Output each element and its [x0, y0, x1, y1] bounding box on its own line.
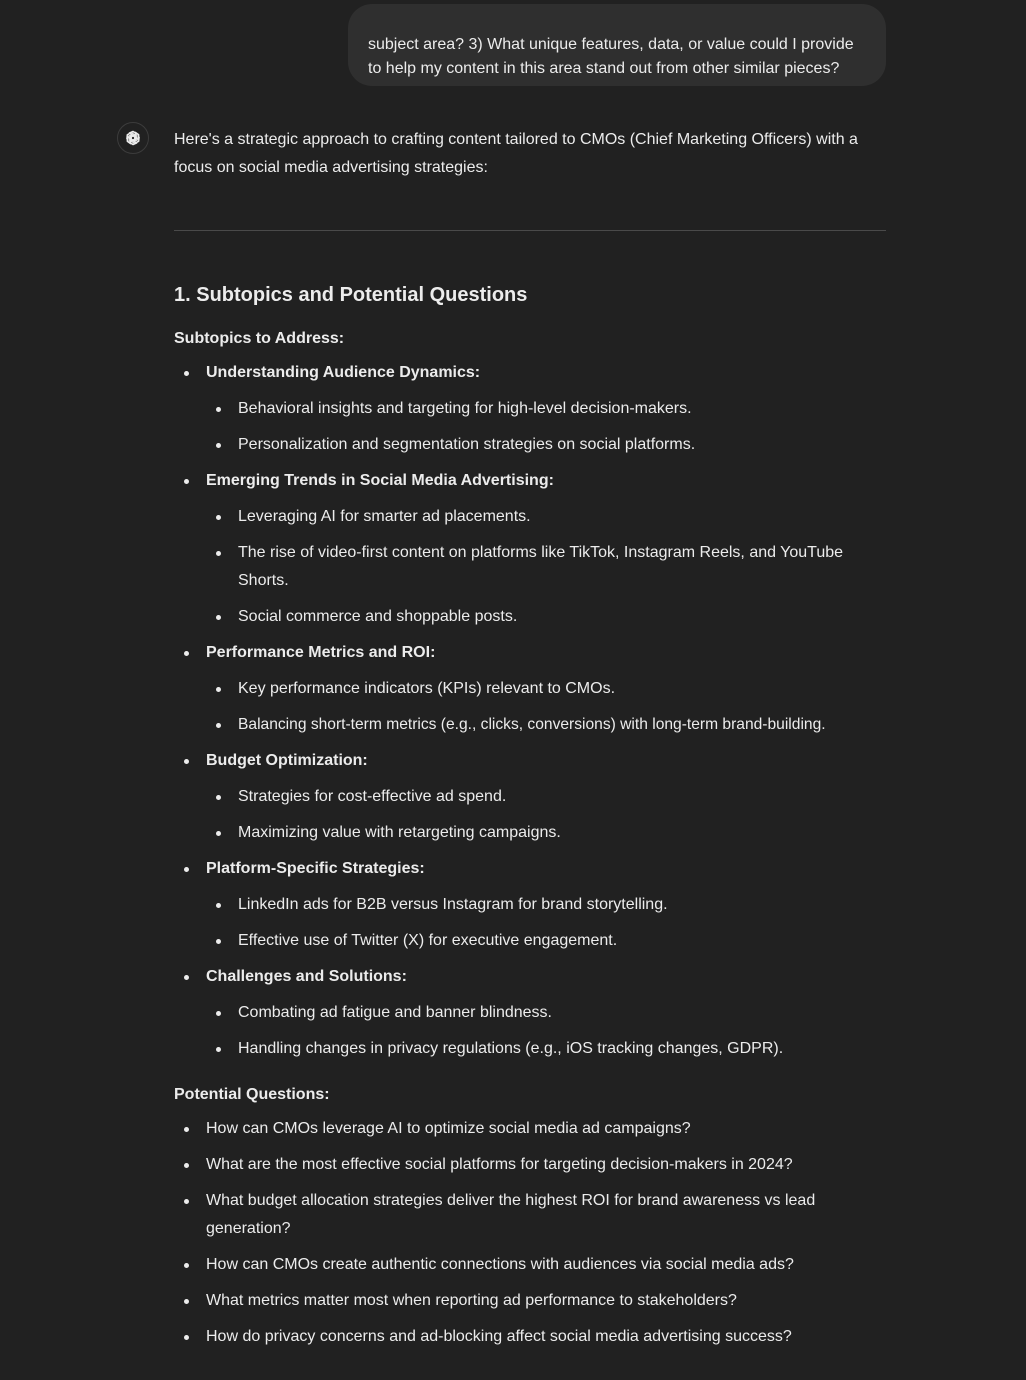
subtopic-item [174, 359, 886, 387]
subtopic-detail: Behavioral insights and targeting for high-level decision-makers. [174, 395, 886, 423]
subtopic-item [174, 467, 886, 495]
subtopic-item [174, 747, 886, 775]
subtopic-item [174, 855, 886, 883]
subtopic-title: Understanding Audience Dynamics: [206, 364, 481, 381]
assistant-avatar [117, 122, 149, 154]
subtopic-title: Challenges and Solutions: [206, 968, 407, 985]
intro-line: Here's a strategic approach to crafting content tailored to CMOs (Chief Marketing Officers) with a [174, 131, 858, 148]
subtopic-detail: The rise of video-first content on platforms like TikTok, Instagram Reels, and YouTube Shorts. [174, 539, 886, 595]
subtopic-title: Platform-Specific Strategies: [206, 860, 425, 877]
subtopic-children [174, 503, 886, 631]
subtopic-detail: Social commerce and shoppable posts. [174, 603, 886, 631]
subtopic-detail: Combating ad fatigue and banner blindness. [174, 999, 886, 1027]
intro-line: focus on social media advertising strategies: [174, 159, 488, 176]
subtopic-title: Budget Optimization: [206, 752, 368, 769]
question-item: How do privacy concerns and ad-blocking affect social media advertising success? [174, 1323, 886, 1351]
openai-logo-icon [123, 128, 143, 148]
subtopic-detail: Strategies for cost-effective ad spend. [174, 783, 886, 811]
subtopic-title: Performance Metrics and ROI: [206, 644, 436, 661]
assistant-message [174, 126, 886, 1345]
questions-label: Potential Questions: [174, 1086, 330, 1103]
subtopic-detail: Key performance indicators (KPIs) relevant to CMOs. [174, 675, 886, 703]
subtopic-item [174, 963, 886, 991]
questions-list [174, 1115, 886, 1359]
question-item: What are the most effective social platforms for targeting decision-makers in 2024? [174, 1151, 886, 1179]
subtopic-detail: Effective use of Twitter (X) for executive engagement. [174, 927, 886, 955]
subtopic-detail: Balancing short-term metrics (e.g., clicks, conversions) with long-term brand-building. [174, 711, 886, 739]
subtopic-detail: Personalization and segmentation strategies on social platforms. [174, 431, 886, 459]
subtopic-children [174, 783, 886, 847]
question-item: How can CMOs create authentic connections with audiences via social media ads? [174, 1251, 886, 1279]
question-item: How can CMOs leverage AI to optimize social media ad campaigns? [174, 1115, 886, 1143]
section-heading: 1. Subtopics and Potential Questions [174, 284, 528, 306]
user-message-line: to help my content in this area stand out from other similar pieces? [368, 60, 840, 77]
subtopics-label: Subtopics to Address: [174, 330, 345, 347]
subtopic-detail: Leveraging AI for smarter ad placements. [174, 503, 886, 531]
subtopic-title: Emerging Trends in Social Media Advertising: [206, 472, 554, 489]
subtopic-detail: Maximizing value with retargeting campaigns. [174, 819, 886, 847]
subtopic-detail: Handling changes in privacy regulations (e.g., iOS tracking changes, GDPR). [174, 1035, 886, 1063]
subtopic-children [174, 999, 886, 1063]
subtopic-children [174, 395, 886, 459]
subtopics-list [174, 359, 886, 1063]
assistant-intro [174, 126, 886, 182]
subtopic-children [174, 675, 886, 739]
question-item: What metrics matter most when reporting ad performance to stakeholders? [174, 1287, 886, 1315]
section-divider [174, 230, 886, 231]
subtopic-children [174, 891, 886, 955]
subtopic-item [174, 639, 886, 667]
question-item: What budget allocation strategies deliver the highest ROI for brand awareness vs lead generation? [174, 1187, 886, 1243]
user-message-line: subject area? 3) What unique features, data, or value could I provide [368, 36, 854, 53]
user-message-bubble [348, 4, 886, 86]
subtopic-detail: LinkedIn ads for B2B versus Instagram for brand storytelling. [174, 891, 886, 919]
